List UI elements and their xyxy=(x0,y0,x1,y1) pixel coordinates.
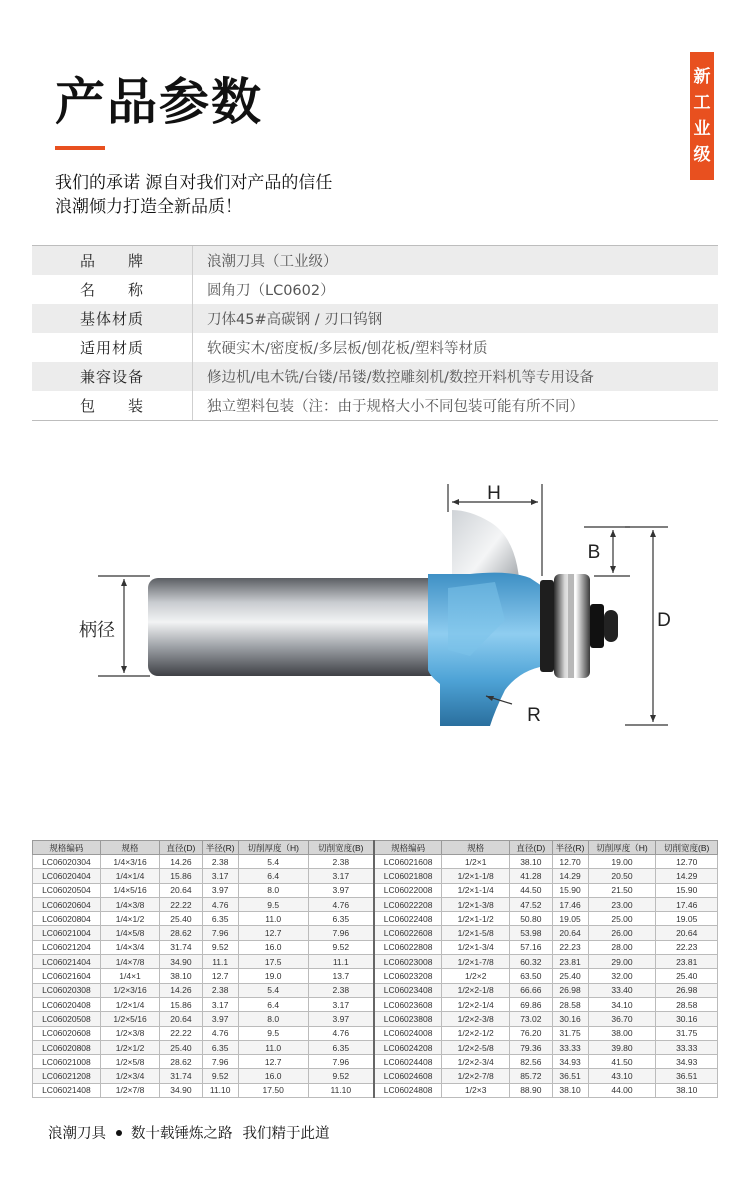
param-row xyxy=(32,304,718,333)
spec-cell: 3.97 xyxy=(308,1012,374,1026)
spec-cell: 19.0 xyxy=(238,969,308,983)
spec-cell: 88.90 xyxy=(510,1083,552,1097)
spec-cell: 15.90 xyxy=(656,883,718,897)
spec-cell: 11.0 xyxy=(238,1040,308,1054)
spec-cell: 1/2×1-5/8 xyxy=(442,926,510,940)
spec-cell: LC06023408 xyxy=(374,983,442,997)
param-value: 修边机/电木铣/台镂/吊镂/数控雕刻机/数控开料机等专用设备 xyxy=(207,370,594,386)
footer-slogan xyxy=(48,1122,330,1143)
spec-cell: LC06021404 xyxy=(33,955,101,969)
spec-cell: 1/4×3/4 xyxy=(100,940,159,954)
spec-cell: 7.96 xyxy=(202,1055,238,1069)
spec-cell: 8.0 xyxy=(238,883,308,897)
spec-header-row xyxy=(33,841,718,855)
spec-cell: LC06024608 xyxy=(374,1069,442,1083)
spec-cell: LC06022808 xyxy=(374,940,442,954)
spec-cell: 3.97 xyxy=(202,1012,238,1026)
spec-row xyxy=(33,997,718,1011)
spec-cell: 7.96 xyxy=(202,926,238,940)
param-key: 适用材质 xyxy=(79,339,144,357)
spec-cell: 1/2×2-3/8 xyxy=(442,1012,510,1026)
spec-cell: 20.64 xyxy=(552,926,588,940)
spec-cell: 14.26 xyxy=(160,855,202,869)
spec-cell: 1/2×1 xyxy=(442,855,510,869)
spec-row xyxy=(33,869,718,883)
spec-cell: 9.52 xyxy=(308,940,374,954)
spec-header-cell: 规格编码 xyxy=(374,841,442,855)
spec-cell: 1/2×1-1/2 xyxy=(442,912,510,926)
spec-cell: 1/2×2-1/2 xyxy=(442,1026,510,1040)
spec-cell: 15.86 xyxy=(160,869,202,883)
spec-cell: 12.7 xyxy=(202,969,238,983)
spec-row xyxy=(33,883,718,897)
spec-cell: 20.64 xyxy=(656,926,718,940)
spec-header-cell: 半径(R) xyxy=(552,841,588,855)
spec-cell: 36.51 xyxy=(656,1069,718,1083)
spec-cell: LC06021208 xyxy=(33,1069,101,1083)
spec-cell: 85.72 xyxy=(510,1069,552,1083)
spec-cell: 1/4×5/8 xyxy=(100,926,159,940)
spec-cell: LC06023008 xyxy=(374,955,442,969)
spec-cell: 79.36 xyxy=(510,1040,552,1054)
spec-header-cell: 切削宽度(B) xyxy=(308,841,374,855)
spec-cell: 1/4×1/4 xyxy=(100,869,159,883)
param-key: 包 装 xyxy=(79,397,144,415)
spec-row xyxy=(33,1069,718,1083)
spec-cell: 12.70 xyxy=(552,855,588,869)
spec-cell: 20.64 xyxy=(160,883,202,897)
param-value: 圆角刀（LC0602） xyxy=(207,283,335,299)
spec-cell: 1/2×3/4 xyxy=(100,1069,159,1083)
spec-cell: LC06020404 xyxy=(33,869,101,883)
spec-cell: 31.74 xyxy=(160,940,202,954)
spec-cell: 7.96 xyxy=(308,926,374,940)
spec-cell: LC06022208 xyxy=(374,897,442,911)
spec-cell: 11.1 xyxy=(308,955,374,969)
spec-cell: 1/2×2-1/8 xyxy=(442,983,510,997)
spec-cell: 44.50 xyxy=(510,883,552,897)
spec-cell: 1/4×5/16 xyxy=(100,883,159,897)
spec-cell: 22.22 xyxy=(160,1026,202,1040)
spec-header-cell: 规格 xyxy=(442,841,510,855)
param-value: 独立塑料包装（注：由于规格大小不同包装可能有所不同） xyxy=(207,399,584,415)
spec-row xyxy=(33,1012,718,1026)
spec-cell: 16.0 xyxy=(238,1069,308,1083)
spec-header-cell: 直径(D) xyxy=(160,841,202,855)
spec-cell: 1/4×1 xyxy=(100,969,159,983)
spec-cell: 9.5 xyxy=(238,1026,308,1040)
spec-cell: 14.29 xyxy=(552,869,588,883)
spec-cell: 47.52 xyxy=(510,897,552,911)
spec-header-cell: 直径(D) xyxy=(510,841,552,855)
spec-cell: 34.93 xyxy=(552,1055,588,1069)
spec-cell: 1/2×7/8 xyxy=(100,1083,159,1097)
spec-cell: 1/2×1-7/8 xyxy=(442,955,510,969)
footer-brand: 浪潮刀具 xyxy=(48,1126,106,1142)
spec-cell: 38.10 xyxy=(656,1083,718,1097)
spec-cell: 38.10 xyxy=(552,1083,588,1097)
spec-cell: 1/2×2-1/4 xyxy=(442,997,510,1011)
param-row xyxy=(32,362,718,391)
spec-cell: 14.29 xyxy=(656,869,718,883)
spec-cell: 5.4 xyxy=(238,855,308,869)
spec-cell: 28.62 xyxy=(160,1055,202,1069)
spec-cell: LC06020608 xyxy=(33,1026,101,1040)
spec-row xyxy=(33,912,718,926)
spec-cell: 1/2×1/2 xyxy=(100,1040,159,1054)
param-row xyxy=(32,275,718,304)
spec-cell: 5.4 xyxy=(238,983,308,997)
param-value: 软硬实木/密度板/多层板/刨花板/塑料等材质 xyxy=(207,341,488,357)
spec-row xyxy=(33,955,718,969)
param-row xyxy=(32,391,718,420)
spec-cell: 1/2×1-1/8 xyxy=(442,869,510,883)
spec-cell: 12.70 xyxy=(656,855,718,869)
spec-cell: LC06024208 xyxy=(374,1040,442,1054)
spec-row xyxy=(33,897,718,911)
spec-cell: 38.10 xyxy=(510,855,552,869)
spec-cell: 1/2×1-3/8 xyxy=(442,897,510,911)
spec-row xyxy=(33,855,718,869)
spec-cell: 30.16 xyxy=(552,1012,588,1026)
spec-cell: 23.00 xyxy=(588,897,656,911)
spec-cell: LC06021008 xyxy=(33,1055,101,1069)
param-key: 名 称 xyxy=(79,281,144,299)
spec-cell: 44.00 xyxy=(588,1083,656,1097)
spec-cell: 25.40 xyxy=(160,1040,202,1054)
spec-cell: LC06020408 xyxy=(33,997,101,1011)
dimension-label-shank: 柄径 xyxy=(79,620,115,641)
spec-cell: 4.76 xyxy=(202,897,238,911)
spec-cell: 69.86 xyxy=(510,997,552,1011)
spec-cell: 60.32 xyxy=(510,955,552,969)
spec-cell: 57.16 xyxy=(510,940,552,954)
spec-cell: LC06020804 xyxy=(33,912,101,926)
spec-cell: LC06020604 xyxy=(33,897,101,911)
spec-cell: 26.98 xyxy=(656,983,718,997)
spec-cell: 1/2×3/8 xyxy=(100,1026,159,1040)
spec-cell: 82.56 xyxy=(510,1055,552,1069)
spec-row xyxy=(33,1083,718,1097)
spec-cell: 53.98 xyxy=(510,926,552,940)
spec-cell: 9.52 xyxy=(202,940,238,954)
dimension-label-r: R xyxy=(527,705,541,726)
spec-cell: LC06021604 xyxy=(33,969,101,983)
spec-header-cell: 切削厚度（H) xyxy=(238,841,308,855)
spec-cell: 9.5 xyxy=(238,897,308,911)
spec-row xyxy=(33,926,718,940)
spec-cell: 12.7 xyxy=(238,1055,308,1069)
spec-cell: 20.50 xyxy=(588,869,656,883)
spec-cell: 17.46 xyxy=(656,897,718,911)
spec-cell: 43.10 xyxy=(588,1069,656,1083)
spec-cell: 31.75 xyxy=(656,1026,718,1040)
spec-cell: 34.93 xyxy=(656,1055,718,1069)
spec-cell: 16.0 xyxy=(238,940,308,954)
spec-cell: 11.10 xyxy=(202,1083,238,1097)
spec-cell: 3.17 xyxy=(308,997,374,1011)
spec-cell: 1/2×2-7/8 xyxy=(442,1069,510,1083)
spec-cell: 31.74 xyxy=(160,1069,202,1083)
tag-char: 业 xyxy=(693,119,711,139)
spec-cell: 23.81 xyxy=(656,955,718,969)
spec-cell: 1/2×2-3/4 xyxy=(442,1055,510,1069)
spec-cell: 20.64 xyxy=(160,1012,202,1026)
spec-cell: 1/4×3/8 xyxy=(100,897,159,911)
spec-cell: 63.50 xyxy=(510,969,552,983)
spec-cell: 22.23 xyxy=(656,940,718,954)
tag-char: 工 xyxy=(693,93,711,113)
spec-cell: 73.02 xyxy=(510,1012,552,1026)
spec-cell: LC06023808 xyxy=(374,1012,442,1026)
spec-cell: LC06020308 xyxy=(33,983,101,997)
spec-header-cell: 切削宽度(B) xyxy=(656,841,718,855)
tag-char: 级 xyxy=(693,145,711,165)
bullet-dot-icon xyxy=(116,1130,122,1136)
spec-header-cell: 规格 xyxy=(100,841,159,855)
spec-cell: 11.10 xyxy=(308,1083,374,1097)
spec-cell: 9.52 xyxy=(308,1069,374,1083)
dimension-label-d: D xyxy=(657,610,671,631)
spec-cell: 1/2×2-5/8 xyxy=(442,1040,510,1054)
industrial-grade-tag xyxy=(690,52,714,180)
spec-cell: 22.23 xyxy=(552,940,588,954)
spec-header-cell: 规格编码 xyxy=(33,841,101,855)
spec-cell: 14.26 xyxy=(160,983,202,997)
spec-cell: 1/4×3/16 xyxy=(100,855,159,869)
spec-cell: 19.05 xyxy=(656,912,718,926)
spec-cell: LC06024408 xyxy=(374,1055,442,1069)
spec-cell: 6.4 xyxy=(238,997,308,1011)
spec-cell: 21.50 xyxy=(588,883,656,897)
spec-cell: 33.40 xyxy=(588,983,656,997)
dimension-label-b: B xyxy=(587,542,601,563)
spec-cell: 28.62 xyxy=(160,926,202,940)
spec-cell: LC06022408 xyxy=(374,912,442,926)
spec-cell: 1/2×5/8 xyxy=(100,1055,159,1069)
spec-cell: 22.22 xyxy=(160,897,202,911)
spec-cell: 33.33 xyxy=(656,1040,718,1054)
spec-cell: 8.0 xyxy=(238,1012,308,1026)
spec-cell: LC06020504 xyxy=(33,883,101,897)
spec-cell: LC06024808 xyxy=(374,1083,442,1097)
spec-cell: LC06022608 xyxy=(374,926,442,940)
spec-cell: 12.7 xyxy=(238,926,308,940)
spec-cell: LC06020508 xyxy=(33,1012,101,1026)
param-key: 基体材质 xyxy=(79,310,144,328)
spec-cell: 29.00 xyxy=(588,955,656,969)
spec-cell: 1/2×3 xyxy=(442,1083,510,1097)
spec-cell: 1/2×1/4 xyxy=(100,997,159,1011)
spec-cell: 4.76 xyxy=(308,897,374,911)
spec-cell: 25.40 xyxy=(160,912,202,926)
spec-cell: 19.00 xyxy=(588,855,656,869)
spec-cell: LC06021408 xyxy=(33,1083,101,1097)
spec-cell: 4.76 xyxy=(202,1026,238,1040)
spec-cell: LC06021808 xyxy=(374,869,442,883)
spec-cell: 38.00 xyxy=(588,1026,656,1040)
spec-cell: 34.90 xyxy=(160,1083,202,1097)
spec-cell: 3.97 xyxy=(308,883,374,897)
spec-header-cell: 切削厚度（H) xyxy=(588,841,656,855)
spec-cell: 66.66 xyxy=(510,983,552,997)
spec-cell: 2.38 xyxy=(202,855,238,869)
spec-cell: 6.35 xyxy=(202,1040,238,1054)
param-value: 刀体45#高碳钢 / 刃口钨钢 xyxy=(207,312,383,328)
spec-cell: 1/4×1/2 xyxy=(100,912,159,926)
spec-cell: 19.05 xyxy=(552,912,588,926)
spec-cell: 11.1 xyxy=(202,955,238,969)
spec-cell: 2.38 xyxy=(308,983,374,997)
spec-cell: 30.16 xyxy=(656,1012,718,1026)
spec-cell: 6.35 xyxy=(308,1040,374,1054)
spec-cell: 34.10 xyxy=(588,997,656,1011)
spec-cell: LC06022008 xyxy=(374,883,442,897)
spec-cell: 3.17 xyxy=(202,997,238,1011)
spec-cell: LC06020808 xyxy=(33,1040,101,1054)
spec-cell: 34.90 xyxy=(160,955,202,969)
param-row xyxy=(32,246,718,275)
spec-cell: 26.00 xyxy=(588,926,656,940)
spec-cell: 32.00 xyxy=(588,969,656,983)
spec-row xyxy=(33,983,718,997)
spec-cell: 6.4 xyxy=(238,869,308,883)
spec-cell: 25.00 xyxy=(588,912,656,926)
spec-cell: 36.70 xyxy=(588,1012,656,1026)
spec-cell: LC06021608 xyxy=(374,855,442,869)
spec-row xyxy=(33,1055,718,1069)
router-bit-diagram xyxy=(0,470,750,760)
spec-cell: 26.98 xyxy=(552,983,588,997)
spec-cell: 3.97 xyxy=(202,883,238,897)
title-underline xyxy=(55,146,105,150)
spec-cell: 76.20 xyxy=(510,1026,552,1040)
spec-header-cell: 半径(R) xyxy=(202,841,238,855)
spec-cell: 17.5 xyxy=(238,955,308,969)
spec-cell: 13.7 xyxy=(308,969,374,983)
spec-cell: 41.28 xyxy=(510,869,552,883)
spec-cell: 6.35 xyxy=(308,912,374,926)
footer-motto-1: 数十载锤炼之路 xyxy=(131,1126,233,1142)
spec-cell: 23.81 xyxy=(552,955,588,969)
spec-row xyxy=(33,1026,718,1040)
spec-cell: LC06021204 xyxy=(33,940,101,954)
spec-table-body xyxy=(33,855,718,1098)
spec-cell: LC06023608 xyxy=(374,997,442,1011)
spec-row xyxy=(33,969,718,983)
spec-cell: 7.96 xyxy=(308,1055,374,1069)
spec-cell: LC06024008 xyxy=(374,1026,442,1040)
slogan-line-2: 浪潮倾力打造全新品质！ xyxy=(55,197,242,217)
spec-row xyxy=(33,940,718,954)
spec-cell: 1/2×1-3/4 xyxy=(442,940,510,954)
spec-cell: 28.00 xyxy=(588,940,656,954)
dimension-label-h: H xyxy=(487,483,501,504)
param-value: 浪潮刀具（工业级） xyxy=(207,254,338,270)
spec-cell: 1/4×7/8 xyxy=(100,955,159,969)
spec-cell: 36.51 xyxy=(552,1069,588,1083)
spec-cell: 41.50 xyxy=(588,1055,656,1069)
spec-cell: 3.17 xyxy=(308,869,374,883)
param-row xyxy=(32,333,718,362)
spec-cell: 17.46 xyxy=(552,897,588,911)
spec-cell: 15.90 xyxy=(552,883,588,897)
specification-table xyxy=(32,840,718,1098)
spec-cell: 6.35 xyxy=(202,912,238,926)
spec-cell: 28.58 xyxy=(656,997,718,1011)
spec-cell: 2.38 xyxy=(202,983,238,997)
spec-cell: 38.10 xyxy=(160,969,202,983)
spec-cell: 11.0 xyxy=(238,912,308,926)
spec-cell: 28.58 xyxy=(552,997,588,1011)
spec-cell: 1/2×1-1/4 xyxy=(442,883,510,897)
router-bit-illustration xyxy=(0,470,750,760)
spec-cell: 4.76 xyxy=(308,1026,374,1040)
spec-cell: 39.80 xyxy=(588,1040,656,1054)
spec-cell: 50.80 xyxy=(510,912,552,926)
spec-cell: 15.86 xyxy=(160,997,202,1011)
parameter-table xyxy=(32,245,718,421)
spec-cell: 33.33 xyxy=(552,1040,588,1054)
spec-row xyxy=(33,1040,718,1054)
spec-cell: 2.38 xyxy=(308,855,374,869)
page-title: 产品参数 xyxy=(55,73,263,131)
spec-cell: 3.17 xyxy=(202,869,238,883)
spec-cell: 9.52 xyxy=(202,1069,238,1083)
spec-cell: 17.50 xyxy=(238,1083,308,1097)
spec-cell: 25.40 xyxy=(656,969,718,983)
spec-cell: LC06020304 xyxy=(33,855,101,869)
spec-cell: 31.75 xyxy=(552,1026,588,1040)
spec-cell: 1/2×3/16 xyxy=(100,983,159,997)
spec-cell: 25.40 xyxy=(552,969,588,983)
param-key: 兼容设备 xyxy=(79,368,144,386)
spec-cell: LC06023208 xyxy=(374,969,442,983)
spec-cell: 1/2×5/16 xyxy=(100,1012,159,1026)
footer-motto-2: 我们精于此道 xyxy=(242,1126,330,1142)
spec-cell: 1/2×2 xyxy=(442,969,510,983)
tag-char: 新 xyxy=(693,67,711,87)
slogan-line-1: 我们的承诺 源自对我们对产品的信任 xyxy=(55,173,333,193)
param-key: 品 牌 xyxy=(79,252,144,270)
spec-cell: LC06021004 xyxy=(33,926,101,940)
